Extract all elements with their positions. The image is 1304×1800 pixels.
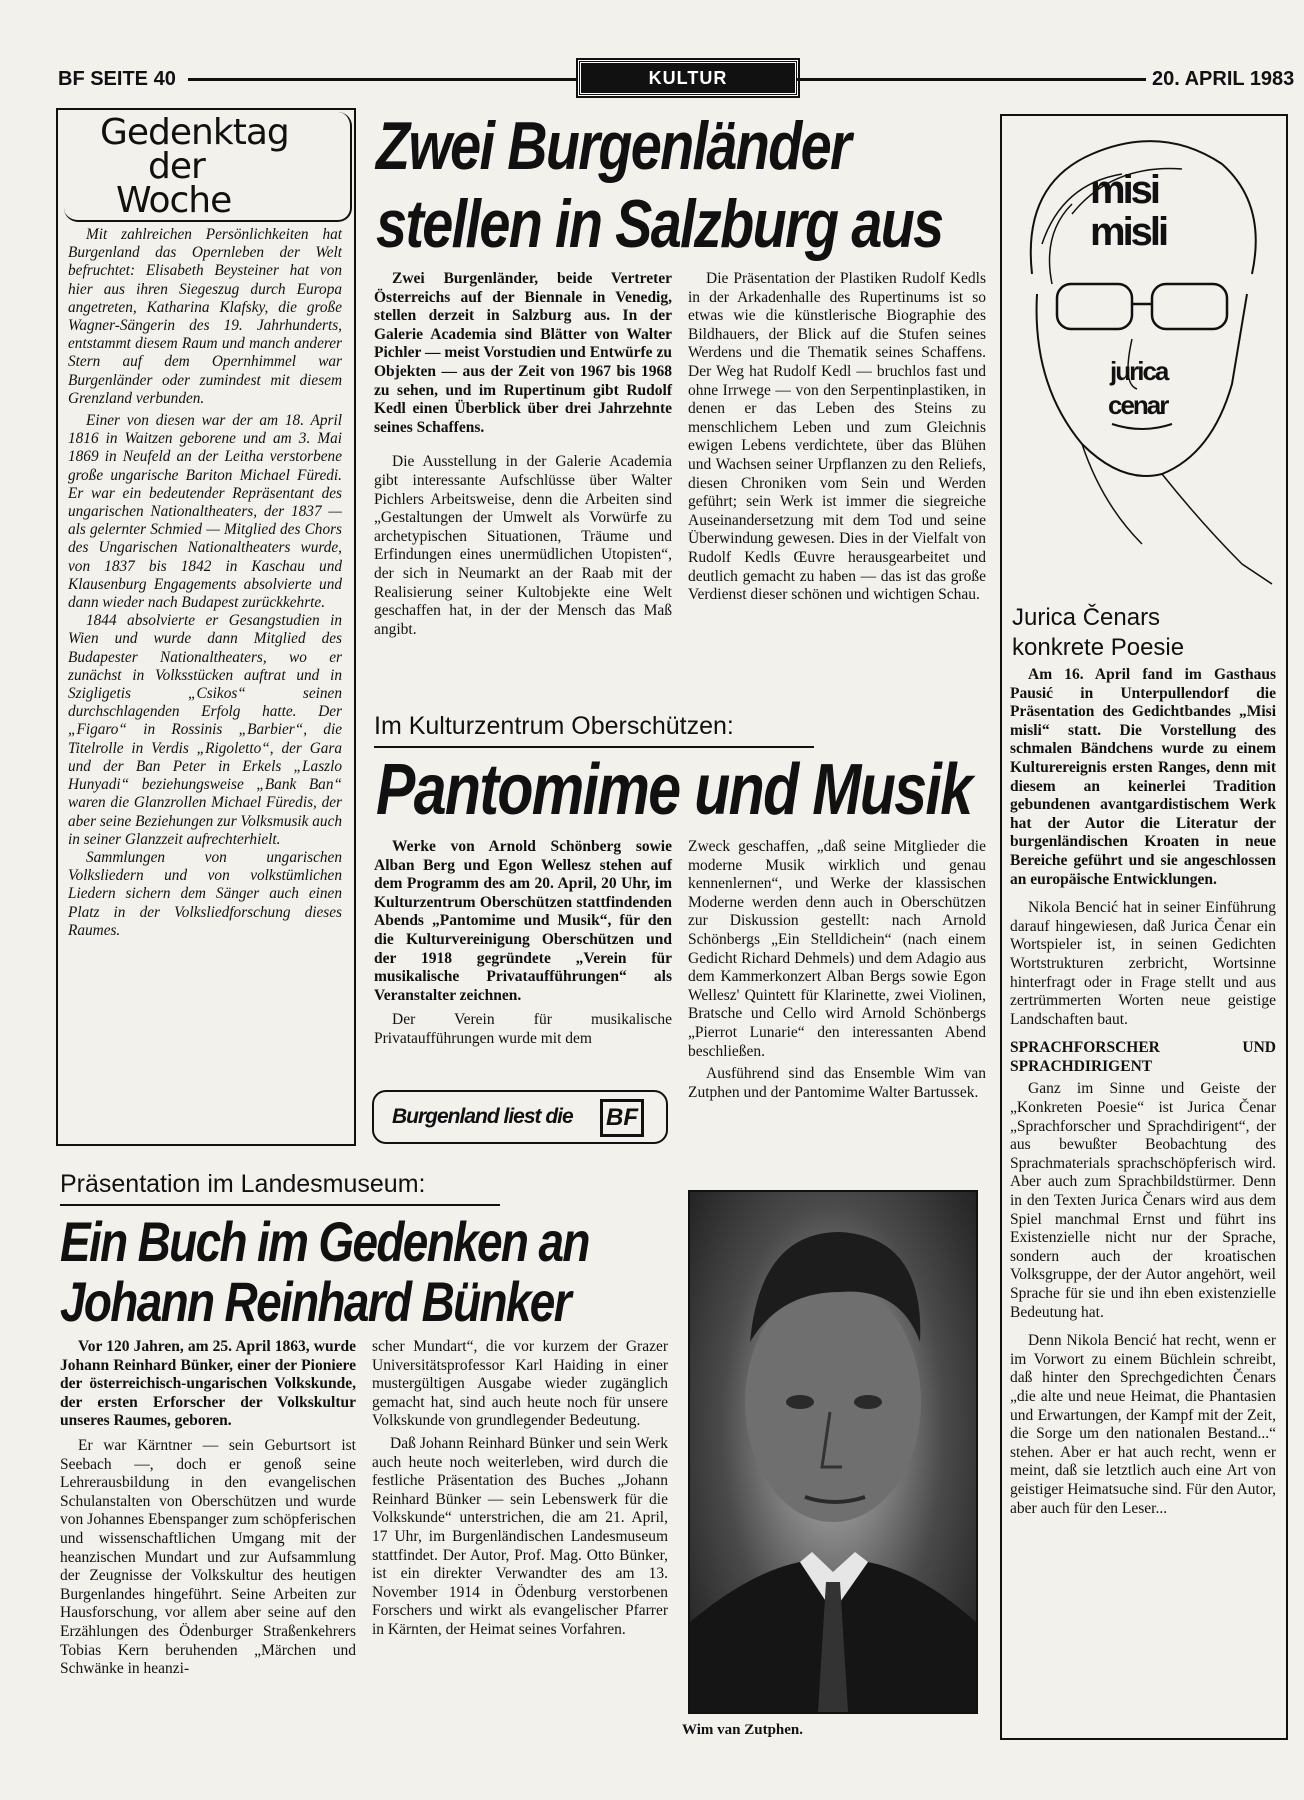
buenker-p3: Daß Johann Reinhard Bünker und sein Werk auch heute noch weiterleben, wird durch die festliche Präsentation des Buches „Johann Reinhard Bünker — sein Lebenswerk für die Volkskunde“ unterstrichen, die am 21. April, 17 Uhr, im Burgenländischen Landesmuseum stattfindet. Der Autor, Prof. Mag. Otto Bünker, ist ein direkter Verwandter des am 13. November 1914 in Ödenburg verstorbenen Forschers und wirkt als evangelischer Pfarrer in Kärnten, der Heimat seines Vorfahren.	[372, 1434, 668, 1638]
page-number: BF SEITE 40	[58, 68, 176, 90]
buenker-p2: scher Mundart“, die vor kurzem der Grazer Universitätsprofessor Karl Haiding in einer mustergültigen Ausgabe wieder zugänglich gemacht hat, sind auch heute noch für unsere Volkskunde von grundlegender Bedeutung.	[372, 1338, 668, 1430]
salzburg-col-2	[688, 270, 986, 609]
cenar-subhead: SPRACHFORSCHER UND SPRACHDIRIGENT	[1010, 1039, 1276, 1075]
salzburg-lead: Zwei Burgenländer, beide Vertreter Österreichs auf der Biennale in Venedig, stellen derzeit in Salzburg aus. In der Galerie Academia sind Blätter von Walter Pichler — meist Vorstudien und Entwürfe zu Objekten — aus der Zeit von 1967 bis 1968 zu sehen, und im Rupertinum gibt Rudolf Kedl einen Überblick über drei Jahrzehnte seines Schaffens.	[374, 270, 672, 436]
cenar-sketch	[1012, 124, 1282, 594]
pantomime-p2: Zweck geschaffen, „daß seine Mitglieder die moderne Musik wirklich und genau kennenlernen“, und Werke der klassischen Moderne werden denn auch in Oberschützen zur Diskussion gestellt: nach Arnold Schönbergs „Ein Stelldichein“ (nach einem Gedicht Richard Dehmels) und dem Adagio aus dem Kammerkonzert Alban Bergs sowie Egon Wellesz' Quintett für Klarinette, zwei Violinen, Bratsche und Cello wird Arnold Schönbergs „Pierrot Lunarie“ den interessanten Abend beschließen.	[688, 838, 986, 1060]
header-rule-right	[796, 78, 1146, 81]
bf-promo-badge	[372, 1090, 668, 1144]
portrait-photo	[688, 1190, 978, 1714]
pantomime-col-2	[688, 838, 986, 1106]
portrait-silhouette	[690, 1192, 976, 1712]
pantomime-kicker: Im Kulturzentrum Oberschützen:	[374, 712, 734, 740]
bf-promo-text: Burgenland liest die	[392, 1105, 573, 1128]
cenar-body	[1010, 666, 1276, 1522]
salzburg-headline-1: Zwei Burgenländer	[376, 108, 851, 184]
buenker-col-1	[60, 1338, 356, 1683]
photo-caption: Wim van Zutphen.	[682, 1722, 804, 1738]
salzburg-col-1	[374, 270, 672, 643]
header-rule-left	[188, 78, 576, 81]
sketch-signature-1: jurica	[1110, 356, 1168, 386]
sketch-signature-2: cenar	[1108, 390, 1168, 420]
gedenktag-title-2: der	[148, 146, 205, 187]
bf-logo: BF	[600, 1099, 644, 1137]
buenker-headline-1: Ein Buch im Gedenken an	[60, 1210, 589, 1273]
pantomime-lead: Werke von Arnold Schönberg sowie Alban Berg und Egon Wellesz stehen auf dem Programm des am 20. April, 20 Uhr, im Kulturzentrum Oberschützen stattfindenden Abends „Pantomime und Musik“, für den die Kulturvereinigung Oberschützen und der 1918 gegründete „Verein für musikalische Privataufführungen“ als Veranstalter zeichnen.	[374, 838, 672, 1004]
gedenktag-title-3: Woche	[116, 180, 232, 221]
buenker-kicker-rule	[60, 1204, 500, 1206]
salzburg-p1: Die Ausstellung in der Galerie Academia gibt interessante Aufschlüsse über Walter Pichlers Arbeitsweise, denn die Arbeiten sind „Gestaltungen der Umwelt als Vorwürfe zu archetypischen Situationen, Träume und Erfindungen eines unermüdlichen Utopisten“, der sich in Neumarkt an der Raab mit der Realisierung seiner Kultobjekte eine Welt geschaffen hat, in der der Mensch das Maß angibt.	[374, 453, 672, 638]
pantomime-p1: Der Verein für musikalische Privataufführungen wurde mit dem	[374, 1011, 672, 1047]
cenar-p2: Ganz im Sinne und Geiste der „Konkreten Poesie“ ist Jurica Čenar „Sprachforscher und Sprachdirigent“, der aus bewußter Beobachtung des Sprachmaterials sprachschöpferisch wird. Aber auch zum Sprachbildstürmer. Denn in den Texten Jurica Čenars wird aus dem Spiel manchmal Ernst und führt ins Existenzielle nicht nur der Sprache, sondern auch der kroatischen Volksgruppe, der der Autor angehört, weil Sprache für sie und ihn eben existenzielle Bedeutung hat.	[1010, 1080, 1276, 1321]
gedenktag-p3: 1844 absolvierte er Gesangstudien in Wien und wurde dann Mitglied des Budapester Nationaltheaters, wo er zunächst in Volksstücken auftrat und in Szigligetis „Csikos“ seinen durchschlagenden Erfolg hatte. Der „Figaro“ in Rossinis „Barbier“, die Titelrolle in Verdis „Rigoletto“, der Gara und der Ban Peter in Erkels „Laszlo Hunyadi“ beziehungsweise „Bank Ban“ waren die Glanzrollen Michael Füredis, der aber seine Beziehungen zur Volksmusik auch in seiner Glanzzeit aufrechterhielt.	[68, 612, 343, 848]
pantomime-col-1	[374, 838, 672, 1053]
gedenktag-title-1: Gedenktag	[100, 112, 289, 153]
issue-date: 20. APRIL 1983	[1152, 68, 1295, 90]
salzburg-p2: Die Präsentation der Plastiken Rudolf Kedls in der Arkadenhalle des Rupertinums ist so etwas wie die künstlerische Biographie des Bildhauers, der Blick auf die Stufen seines Werdens und die Thematik seines Schaffens. Der Weg hat Rudolf Kedl — bruchlos fast und ohne Irrwege — von den Serpentinplastiken, in denen er das Leben des Steins zu menschlichem Leben und zum Gleichnis ewigen Lebens verdichtete, über das Blühen und Wachsen seiner Urpflanzen zu den Reliefs, diesen Chroniken vom Sein und Werden geführt; sein Werk ist immer die siegreiche Auseinandersetzung mit dem Tod und seine Überwindung gewesen. Dies in der Vielfalt von Rudolf Kedls Œuvre herausgearbeitet und deutlich gemacht zu haben — das ist das große Verdienst dieser schönen und wichtigen Schau.	[688, 270, 986, 604]
pantomime-p3: Ausführend sind das Ensemble Wim van Zutphen und der Pantomime Walter Bartussek.	[688, 1065, 986, 1101]
sketch-title-1: misi	[1090, 168, 1159, 212]
buenker-p1: Er war Kärntner — sein Geburtsort ist Seebach —, doch er genoß seine Lehrerausbildung in den evangelischen Schulanstalten von Oberschützen und wurde von Johannes Ebenspanger zum schöpferischen und wissenschaftlichen Umgang mit der heanzischen Mundart und zur Aufsammlung der Zeugnisse der Volkskultur des heutigen Burgenlandes hingeführt. Seine Arbeiten zur Hausforschung, vor allem aber seine auf den Erzählungen des Ödenburger Straßenkehrers Tobias Kern beruhenden „Märchen und Schwänke in heanzi-	[60, 1436, 356, 1678]
buenker-col-2	[372, 1338, 668, 1644]
gedenktag-p2: Einer von diesen war der am 18. April 1816 in Waitzen geborene und am 3. Mai 1869 in Neufeld an der Leitha verstorbene große ungarische Bariton Michael Füredi. Er war ein bedeutender Repräsentant des ungarischen Nationaltheaters, der 1837 — als gelernter Schmied — Mitglied des Chors des Ungarischen Nationaltheaters wurde, von 1837 bis 1842 in Kaschau und Klausenburg Engagements absolvierte und dann wieder nach Budapest zurückkehrte.	[68, 412, 342, 612]
section-label: KULTUR	[578, 60, 798, 96]
buenker-kicker: Präsentation im Landesmuseum:	[60, 1170, 426, 1198]
pantomime-kicker-rule	[374, 746, 814, 748]
gedenktag-p4: Sammlungen von ungarischen Volksliedern und von volkstümlichen Liedern sichern dem Sänger auch einen Platz in der Volksliedforschung dieses Raumes.	[68, 848, 342, 939]
sketch-title-2: misli	[1090, 210, 1167, 254]
gedenktag-p1: Mit zahlreichen Persönlichkeiten hat Burgenland das Opernleben der Welt befruchtet: Elisabeth Beysteiner hat von hier aus ihren Siegeszug durch Europa angetreten, Katharina Klafsky, die große Wagner-Sängerin des 19. Jahrhunderts, entstammt diesem Raum und manch anderer Stern auf dem Opernhimmel war Burgenländer oder zumindest mit diesem Grenzland verbunden.	[68, 226, 342, 407]
cenar-p3: Denn Nikola Bencić hat recht, wenn er im Vorwort zu einem Büchlein schreibt, daß hinter den Sprechgedichten Čenars „die alte und neue Heimat, die Phantasien und Erwartungen, der Kampf mit der Zeit, die Sorge um den nationalen Bestand...“ stehen. Aber er hat auch recht, wenn er meint, daß sie letztlich auch eine Art von geistiger Heimatsuche sind. Für den Autor, aber auch für den Leser...	[1010, 1332, 1276, 1517]
pantomime-headline: Pantomime und Musik	[376, 750, 972, 830]
buenker-lead: Vor 120 Jahren, am 25. April 1863, wurde Johann Reinhard Bünker, einer der Pioniere der österreichisch-ungarischen Volkskunde, der ersten Erforscher der Volkskultur unseres Raumes, geboren.	[60, 1338, 356, 1430]
buenker-headline-2: Johann Reinhard Bünker	[60, 1270, 570, 1333]
cenar-p1: Nikola Bencić hat in seiner Einführung darauf hingewiesen, daß Jurica Čenar ein Wortspieler ist, in seinen Gedichten Wortstrukturen zerbricht, Wortsinne hinterfragt oder in Frage stellt und aus zertrümmerten Worten neue geistige Landschaften baut.	[1010, 899, 1276, 1028]
salzburg-headline-2: stellen in Salzburg aus	[376, 186, 943, 262]
cenar-headline-2: konkrete Poesie	[1012, 634, 1185, 661]
cenar-lead: Am 16. April fand im Gasthaus Pausić in Unterpullendorf die Präsentation des Gedichtbandes „Misi misli“ statt. Die Vorstellung des schmalen Bändchens wurde zu einem Kulturereignis ersten Ranges, denn mit diesem an keinerlei Tradition gebundenen avantgardistischem Werk hat der Autor die Literatur der burgenländischen Kroaten in neue Bereiche geführt und sie angeschlossen an europäische Entwicklungen.	[1010, 666, 1276, 888]
cenar-headline-1: Jurica Čenars	[1012, 604, 1161, 631]
gedenktag-body	[68, 226, 342, 940]
